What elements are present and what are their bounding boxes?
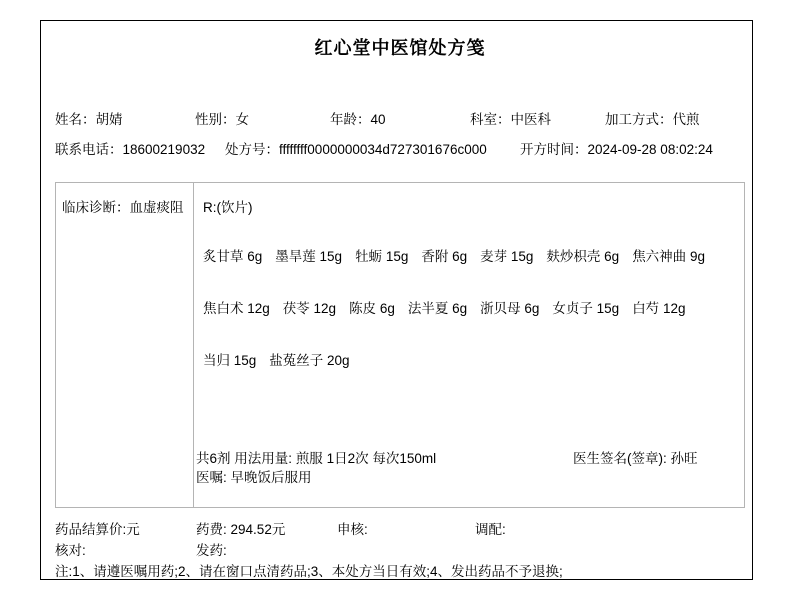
field-phone-value: 18600219032 <box>122 142 206 157</box>
medicine-item: 香附 6g <box>421 249 468 264</box>
field-rx-number-value: ffffffff0000000034d727301676c000 <box>279 142 487 157</box>
doctor-signature-label: 医生签名(签章): <box>573 451 667 466</box>
field-rx-number-label: 处方号： <box>225 142 279 157</box>
settle-price: 药品结算价:元 <box>55 522 140 537</box>
medicine-item: 焦六神曲 9g <box>632 249 705 264</box>
medicine-fee-label: 药费: <box>196 522 227 537</box>
medicine-item: 麸炒枳壳 6g <box>546 249 620 264</box>
check-field: 核对: <box>55 543 86 558</box>
usage-line <box>196 447 436 467</box>
field-gender-value: 女 <box>235 112 249 127</box>
medicine-item: 墨旱莲 15g <box>275 249 343 264</box>
medicine-item: 茯苓 12g <box>282 301 337 316</box>
field-rx-time <box>520 138 713 158</box>
usage-label: 用法用量: <box>234 451 293 466</box>
field-name-value: 胡婧 <box>95 112 123 127</box>
diagnosis-divider <box>193 183 194 507</box>
field-name <box>55 108 123 128</box>
field-rx-time-value: 2024-09-28 08:02:24 <box>587 142 713 157</box>
medicine-item: 盐菟丝子 20g <box>269 353 350 368</box>
footer-note: 注:1、请遵医嘱用药;2、请在窗口点清药品;3、本处方当日有效;4、发出药品不予退换; <box>55 564 563 579</box>
medicine-item: 法半夏 6g <box>407 301 468 316</box>
doctor-signature <box>573 447 698 467</box>
field-phone <box>55 138 205 158</box>
field-phone-label: 联系电话： <box>55 142 123 157</box>
field-processing-label: 加工方式： <box>605 112 673 127</box>
doctor-instruction-label: 医嘱: <box>196 470 227 485</box>
dose-count: 共6剂 <box>196 451 231 466</box>
review-field: 申核: <box>337 522 368 537</box>
field-department-label: 科室： <box>470 112 511 127</box>
doctor-instruction-value: 早晚饭后服用 <box>230 470 312 485</box>
field-rx-time-label: 开方时间： <box>520 142 588 157</box>
medicine-item: 焦白术 12g <box>203 301 270 316</box>
medicine-item: 陈皮 6g <box>349 301 395 316</box>
rx-header: R:(饮片) <box>203 200 253 215</box>
field-name-label: 姓名： <box>55 112 96 127</box>
usage-value: 煎服 1日2次 每次150ml <box>295 451 437 466</box>
field-processing <box>605 108 700 128</box>
page-title: 红心堂中医馆处方笺 <box>314 38 486 58</box>
field-processing-value: 代煎 <box>672 112 700 127</box>
medicine-fee <box>196 518 285 538</box>
medicine-line <box>203 245 718 265</box>
medicine-item: 炙甘草 6g <box>203 249 263 264</box>
dispense-prep-field: 调配: <box>475 522 506 537</box>
field-department <box>470 108 551 128</box>
medicine-item: 白芍 12g <box>632 301 686 316</box>
medicine-line <box>203 297 718 317</box>
medicine-lines <box>203 245 718 401</box>
medicine-item: 麦芽 15g <box>480 249 534 264</box>
medicine-item: 牡蛎 15g <box>355 249 409 264</box>
field-diagnosis-label: 临床诊断： <box>62 200 130 215</box>
field-department-value: 中医科 <box>510 112 551 127</box>
doctor-instruction <box>196 466 312 486</box>
doctor-signature-value: 孙旺 <box>670 451 698 466</box>
medicine-fee-value: 294.52元 <box>230 522 286 537</box>
field-gender <box>195 108 249 128</box>
medicine-item: 浙贝母 6g <box>480 301 540 316</box>
field-age <box>330 108 386 128</box>
medicine-item: 当归 15g <box>203 353 257 368</box>
field-rx-number <box>225 138 487 158</box>
field-age-value: 40 <box>370 112 386 127</box>
issue-field: 发药: <box>196 543 227 558</box>
medicine-line <box>203 349 718 369</box>
medicine-item: 女贞子 15g <box>552 301 620 316</box>
field-diagnosis <box>62 196 184 216</box>
field-gender-label: 性别： <box>195 112 236 127</box>
field-age-label: 年龄： <box>330 112 371 127</box>
field-diagnosis-value: 血虚痰阻 <box>129 200 184 215</box>
